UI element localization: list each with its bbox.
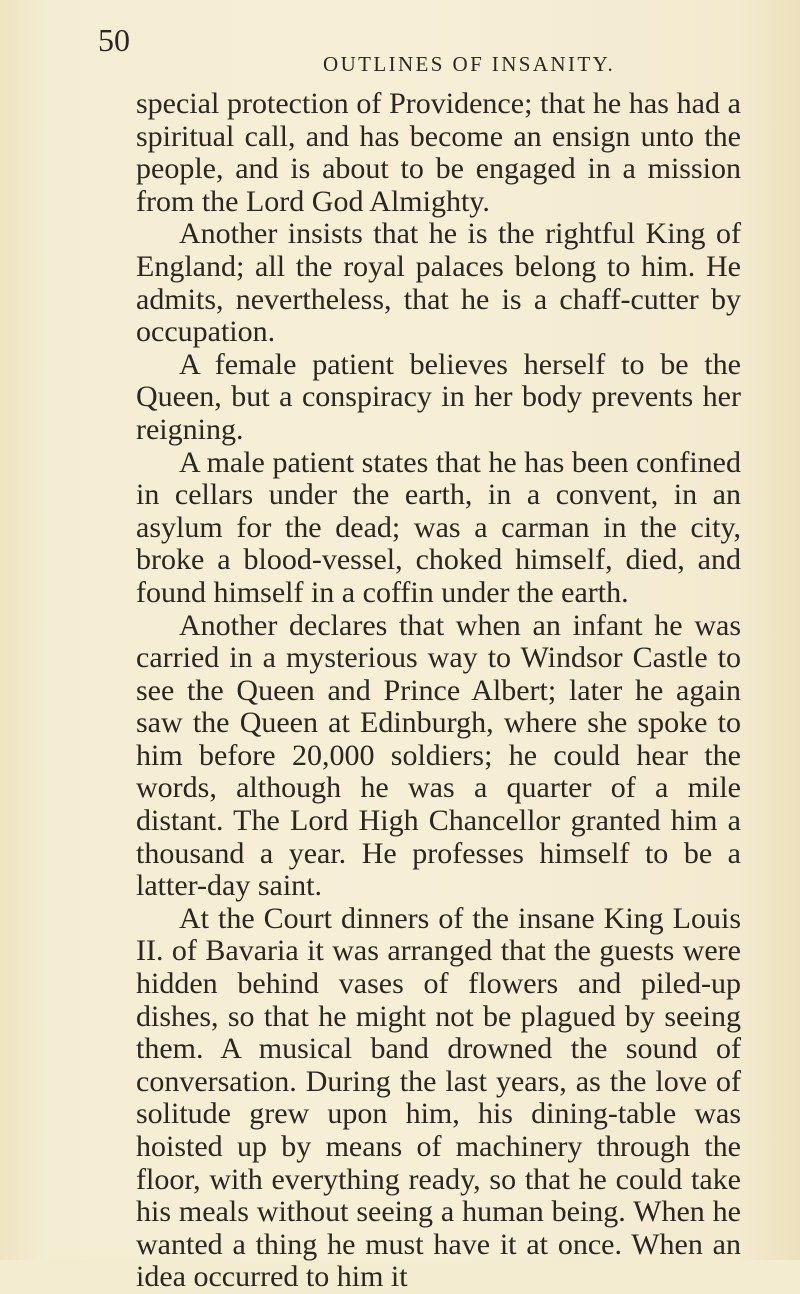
paragraph: Another insists that he is the rightful King of England; all the royal palaces belong to him. He admits, nevertheless, that he is a chaff-cutter by occupation. [136,217,741,349]
paragraph: A female patient believes herself to be the Queen, but a conspiracy in her body prevents her reigning. [136,347,741,446]
paragraph: Another declares that when an infant he was carried in a mysterious way to Windsor Castle to see the Queen and Prince Albert; later he again saw the Queen at Edinburgh, where she spoke to him before 20,000 soldiers; he could hear the words, although he was a quarter of a mile distant. The Lord High Chancellor granted him a thousand a year. He professes himself to be a latter-day saint. [136,608,741,903]
page-number: 50 [98,22,130,58]
body-text [136,88,741,1294]
paragraph: At the Court dinners of the insane King Louis II. of Bavaria it was arranged that the guests were hidden behind vases of flowers and piled-up dishes, so that he might not be plagued by seeing them. A musical band drowned the sound of conversation. During the last years, as the love of solitude grew upon him, his dining-table was hoisted up by means of machinery through the floor, with everything ready, so that he could take his meals without seeing a human being. When he wanted a thing he must have it at once. When an idea occurred to him it [136,901,741,1294]
paragraph: A male patient states that he has been confined in cellars under the earth, in a convent, in an asylum for the dead; was a carman in the city, broke a blood-vessel, choked himself, died, and found himself in a coffin under the earth. [136,445,741,609]
paragraph: special protection of Providence; that he has had a spiritual call, and has become an ensign unto the people, and is about to be engaged in a mission from the Lord God Almighty. [136,87,741,218]
running-title: OUTLINES OF INSANITY. [323,52,616,76]
